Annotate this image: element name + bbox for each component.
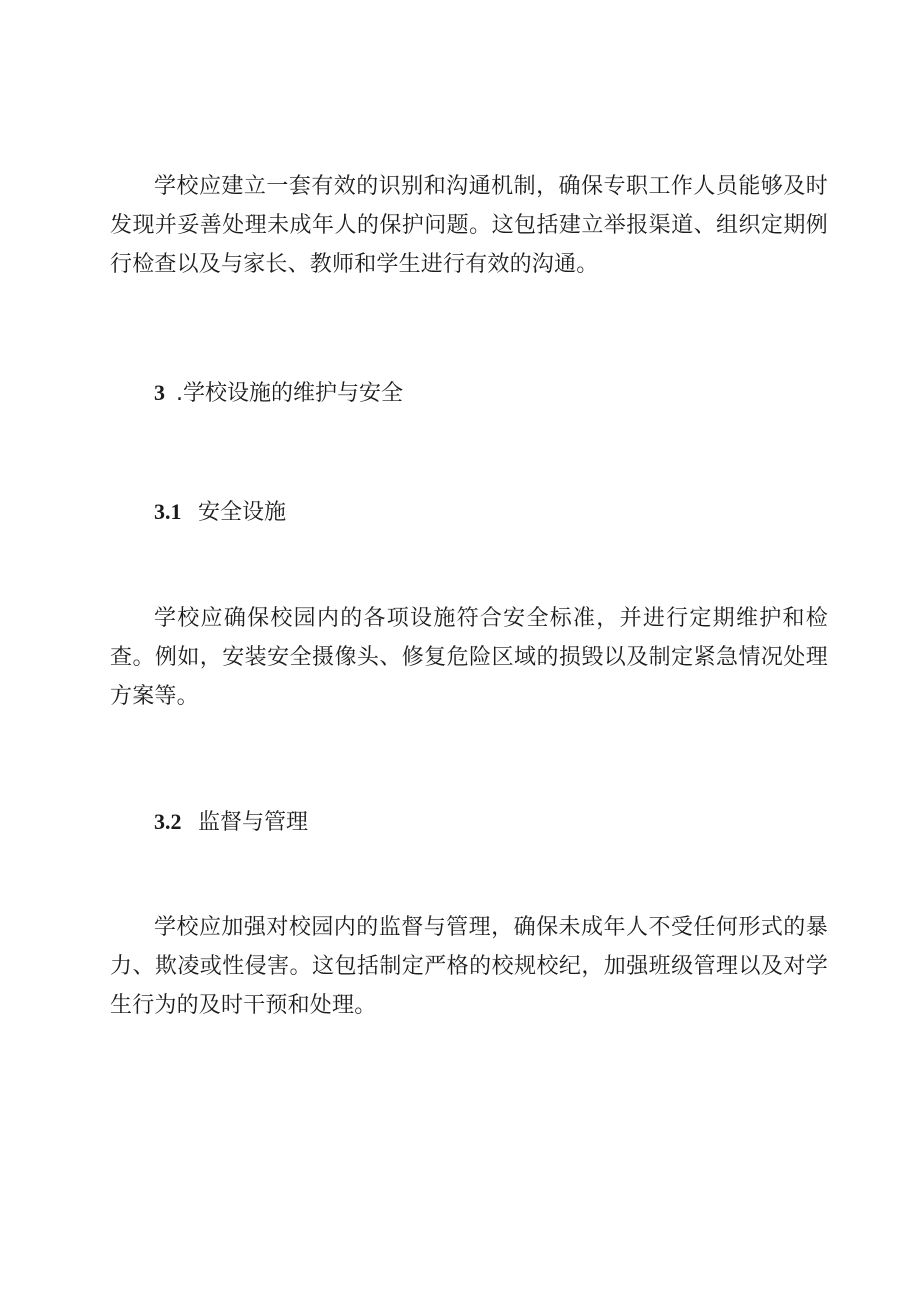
- section-title: .学校设施的维护与安全: [176, 381, 403, 406]
- section-number: 3.1: [154, 499, 182, 524]
- section-heading-3: [154, 378, 403, 409]
- section-heading-3-2: [154, 807, 308, 838]
- paragraph-safety-facilities: 学校应确保校园内的各项设施符合安全标准，并进行定期维护和检查。例如，安装安全摄像头、修复危险区域的损毁以及制定紧急情况处理方案等。: [110, 606, 828, 709]
- paragraph-supervision-management: 学校应加强对校园内的监督与管理，确保未成年人不受任何形式的暴力、欺凌或性侵害。这包括制定严格的校规校纪，加强班级管理以及对学生行为的及时干预和处理。: [110, 915, 828, 1018]
- paragraph-identification-mechanism: 学校应建立一套有效的识别和沟通机制，确保专职工作人员能够及时发现并妥善处理未成年人的保护问题。这包括建立举报渠道、组织定期例行检查以及与家长、教师和学生进行有效的沟通。: [110, 174, 828, 277]
- section-number: 3.2: [154, 809, 182, 834]
- section-title: 监督与管理: [198, 810, 309, 835]
- section-title: 安全设施: [198, 500, 287, 525]
- section-number: 3: [154, 380, 165, 405]
- section-heading-3-1: [154, 497, 286, 528]
